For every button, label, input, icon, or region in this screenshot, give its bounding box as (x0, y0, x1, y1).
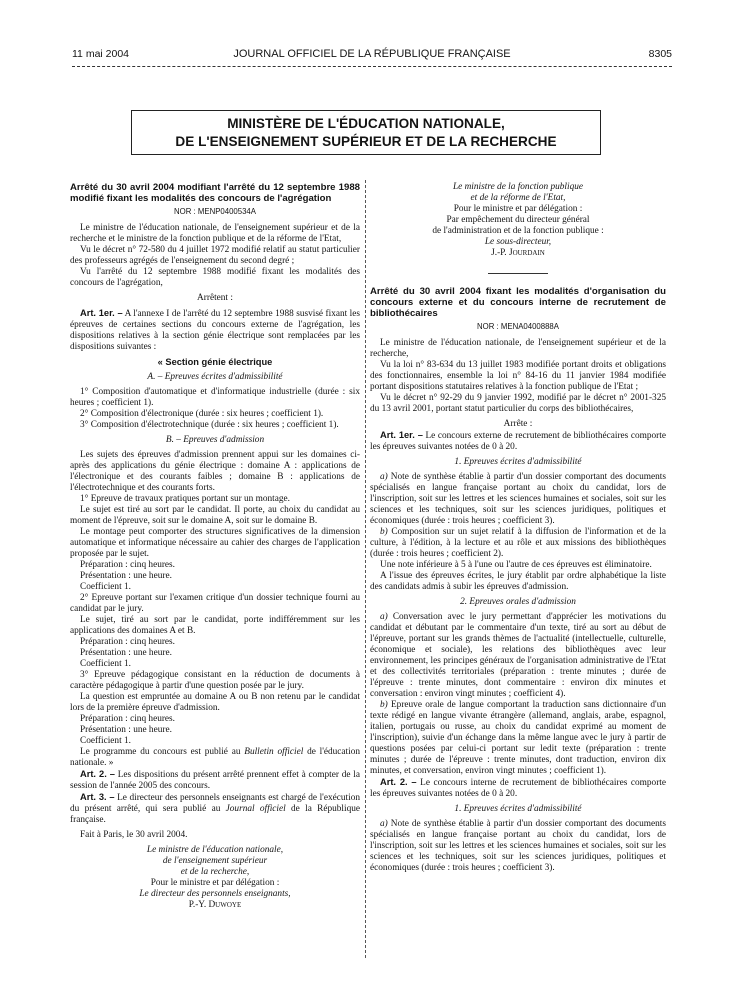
signature-line: Le ministre de la fonction publique (452, 182, 584, 192)
header-rule (72, 66, 672, 67)
issue-date: 11 mai 2004 (72, 48, 130, 60)
decree-separator (370, 267, 666, 278)
column-divider (365, 180, 366, 958)
paragraph: Vu la loi n° 83-634 du 13 juillet 1983 modifiée portant droits et obligations des fonctionnaires, ensemble la loi n° 84-16 du 11 janvier 1984 modifiée portant dispositions statutaires relatives à la fonction publique de l'Etat ; (370, 360, 666, 392)
subsection-heading: 1. Epreuves écrites d'admissibilité (454, 457, 582, 467)
paragraph: Coefficient 1. (80, 582, 131, 592)
paragraph: Vu le décret n° 92-29 du 9 janvier 1992, modifié par le décret n° 2001-325 du 13 avril 2001, portant statut particulier du corps des bibliothécaires, (370, 393, 666, 414)
article-label: Art. 1er. – (80, 308, 123, 318)
ministry-heading-box (131, 110, 601, 155)
signature-line: Le directeur des personnels enseignants, (139, 889, 291, 899)
article-label: Art. 2. – (380, 777, 417, 787)
subsection-heading: A. – Epreuves écrites d'admissibilité (147, 372, 283, 382)
paragraph: Le sujet est tiré au sort par le candidat. Il porte, au choix du candidat au moment de l'épreuve, soit sur le domaine A, soit sur le domaine B. (70, 505, 360, 526)
paragraph: a) Note de synthèse établie à partir d'un dossier comportant des documents spécialisés en langue française portant au choix du candidat, lors de l'inscription, soit sur les lettres et les sciences humaines et sociales, soit sur les sciences et les techniques, soit sur les sciences juridiques, politiques et économiques (durée : trois heures ; coefficient 3). (370, 472, 666, 526)
paragraph: Vu l'arrêté du 12 septembre 1988 modifié fixant les modalités des concours de l'agrégation, (70, 267, 360, 288)
paragraph: Préparation : cinq heures. (80, 637, 176, 647)
signature-line: de l'enseignement supérieur (162, 856, 268, 866)
section-heading: « Section génie électrique (157, 357, 273, 367)
subsection-heading: 2. Epreuves orales d'admission (460, 597, 576, 607)
signature-line: et de la réforme de l'Etat, (470, 193, 566, 203)
signature-line: et de la recherche, (180, 867, 250, 877)
article-label: Art. 3. – (80, 792, 115, 802)
left-column (70, 182, 360, 911)
paragraph: b) Composition sur un sujet relatif à la diffusion de l'information et de la culture, à l'édition, à la lecture et au rôle et aux missions des bibliothèques (durée : trois heures ; coefficient 2). (370, 527, 666, 559)
running-header (72, 48, 672, 62)
paragraph: 3° Composition d'électrotechnique (durée : six heures ; coefficient 1). (80, 420, 339, 430)
paragraph: 2° Composition d'électronique (durée : six heures ; coefficient 1). (80, 409, 324, 419)
paragraph: Présentation : une heure. (80, 725, 172, 735)
article-2: Art. 2. – Le concours interne de recrutement de bibliothécaires comporte les épreuves suivantes notées de 0 à 20. (370, 777, 666, 799)
paragraph: 2° Epreuve portant sur l'examen critique d'un dossier technique fourni au candidat par le jury. (70, 593, 360, 614)
paragraph: Vu le décret n° 72-580 du 4 juillet 1972 modifié relatif au statut particulier des professeurs agrégés de l'enseignement du second degré ; (70, 245, 360, 266)
paragraph: a) Conversation avec le jury permettant d'apprécier les motivations du candidat et débutant par le commentaire d'un texte, tiré au sort au début de l'épreuve, portant sur les grands thèmes de l'actualité (intellectuelle, culturelle, économique et sociale), les relations des bibliothèques avec leur environnement, les principes généraux de l'organisation administrative de l'Etat et des collectivités territoriales (préparation : trente minutes ; durée de l'épreuve : trente minutes, dont commentaire : environ dix minutes et conversation : environ vingt minutes ; coefficient 4). (370, 612, 666, 699)
paragraph: b) Epreuve orale de langue comportant la traduction sans dictionnaire d'un texte rédigé en langue vivante étrangère (allemand, anglais, arabe, espagnol, italien, portugais ou russe, au choix du candidat exprimé au moment de l'inscription), suivie d'un échange dans la même langue avec le jury à partir de questions posées par celui-ci portant sur ledit texte (préparation : trente minutes ; durée de l'épreuve : trente minutes, dont traduction, environ dix minutes, et conversation, environ vingt minutes ; coefficient 1). (370, 700, 666, 776)
paragraph: a) Note de synthèse établie à partir d'un dossier comportant des documents spécialisés en langue française portant au choix du candidat, lors de l'inscription, soit sur les lettres et les sciences humaines et sociales, soit sur les sciences et les techniques, soit sur les sciences juridiques, politiques et économiques (durée : trois heures ; coefficient 3). (370, 819, 666, 873)
paragraph: Le ministre de l'éducation nationale, de l'enseignement supérieur et de la recherche, (370, 338, 666, 359)
ministry-line-1: MINISTÈRE DE L'ÉDUCATION NATIONALE, (227, 116, 505, 131)
right-column (370, 182, 666, 874)
paragraph: Le ministre de l'éducation nationale, de l'enseignement supérieur et de la recherche et le ministre de la fonction publique et de la réforme de l'Etat, (70, 223, 360, 244)
signatory-name: P.-Y. Duwoye (188, 900, 242, 910)
arretent: Arrêtent : (197, 293, 233, 303)
signatory-name: J.-P. Jourdain (491, 248, 545, 258)
paragraph: La question est empruntée au domaine A ou B non retenu par le candidat lors de la première épreuve d'admission. (70, 692, 360, 713)
subsection-heading: B. – Epreuves d'admission (165, 435, 265, 445)
ministry-line-2: DE L'ENSEIGNEMENT SUPÉRIEUR ET DE LA RECHERCHE (175, 134, 557, 149)
signing-place-date: Fait à Paris, le 30 avril 2004. (80, 830, 188, 840)
signature-line: Pour le ministre et par délégation : (150, 878, 280, 888)
article-3: Art. 3. – Le directeur des personnels enseignants est chargé de l'exécution du présent arrêté, qui sera publié au Journal officiel de la République française. (70, 792, 360, 825)
page-number: 8305 (648, 48, 672, 60)
paragraph: 1° Epreuve de travaux pratiques portant sur un montage. (80, 494, 290, 504)
paragraph: Présentation : une heure. (80, 571, 172, 581)
article-1: Art. 1er. – Le concours externe de recrutement de bibliothécaires comporte les épreuves suivantes notées de 0 à 20. (370, 430, 666, 452)
journal-title: JOURNAL OFFICIEL DE LA RÉPUBLIQUE FRANÇAISE (233, 48, 511, 60)
paragraph: Coefficient 1. (80, 659, 131, 669)
signature-line: Par empêchement du directeur général (446, 215, 590, 225)
arrete: Arrête : (503, 419, 533, 429)
paragraph: Préparation : cinq heures. (80, 714, 176, 724)
subsection-heading: 1. Epreuves écrites d'admissibilité (454, 804, 582, 814)
nor-reference: NOR : MENA0400888A (477, 322, 559, 331)
signature-line: Pour le ministre et par délégation : (453, 204, 583, 214)
paragraph: Les sujets des épreuves d'admission prennent appui sur les domaines ci-après des applications du génie électrique : domaine A : applications de l'électronique et des courants faibles ; domaine B : applications de l'électrotechnique et des courants forts. (70, 450, 360, 493)
article-1: Art. 1er. – A l'annexe I de l'arrêté du 12 septembre 1988 susvisé fixant les épreuves de certaines sections du concours externe de l'agrégation, les dispositions relatives à la section génie électrique sont remplacées par les dispositions suivantes : (70, 308, 360, 352)
signature-line: Le ministre de l'éducation nationale, (146, 845, 284, 855)
paragraph: 3° Epreuve pédagogique consistant en la réduction de documents à caractère pédagogique à partir d'une question posée par le jury. (70, 670, 360, 691)
paragraph: Le programme du concours est publié au Bulletin officiel de l'éducation nationale. » (70, 747, 361, 768)
paragraph: 1° Composition d'automatique et d'informatique industrielle (durée : six heures ; coefficient 1). (70, 387, 360, 408)
paragraph: Le montage peut comporter des structures significatives de la dimension automatique et informatique nécessaire au cahier des charges de l'application proposée par le sujet. (70, 527, 360, 559)
article-label: Art. 2. – (80, 769, 115, 779)
paragraph: Une note inférieure à 5 à l'une ou l'autre de ces épreuves est éliminatoire. (380, 560, 652, 570)
paragraph: Présentation : une heure. (80, 648, 172, 658)
paragraph: Coefficient 1. (80, 736, 131, 746)
paragraph: Préparation : cinq heures. (80, 560, 176, 570)
signature-line: de l'administration et de la fonction publique : (432, 226, 604, 236)
nor-reference: NOR : MENP0400534A (174, 207, 256, 216)
article-label: Art. 1er. – (380, 430, 423, 440)
paragraph: Le sujet, tiré au sort par le candidat, porte indifféremment sur les applications des domaines A et B. (70, 615, 360, 636)
decree-title: Arrêté du 30 avril 2004 modifiant l'arrêté du 12 septembre 1988 modifié fixant les modalités des concours de l'agrégation (70, 182, 360, 204)
decree-title: Arrêté du 30 avril 2004 fixant les modalités d'organisation du concours externe et du concours interne de recrutement de bibliothécaires (370, 286, 666, 319)
paragraph: A l'issue des épreuves écrites, le jury établit par ordre alphabétique la liste des candidats admis à subir les épreuves d'admission. (370, 571, 666, 592)
signature-line: Le sous-directeur, (484, 237, 552, 247)
article-2: Art. 2. – Les dispositions du présent arrêté prennent effet à compter de la session de l'année 2005 des concours. (70, 769, 360, 791)
